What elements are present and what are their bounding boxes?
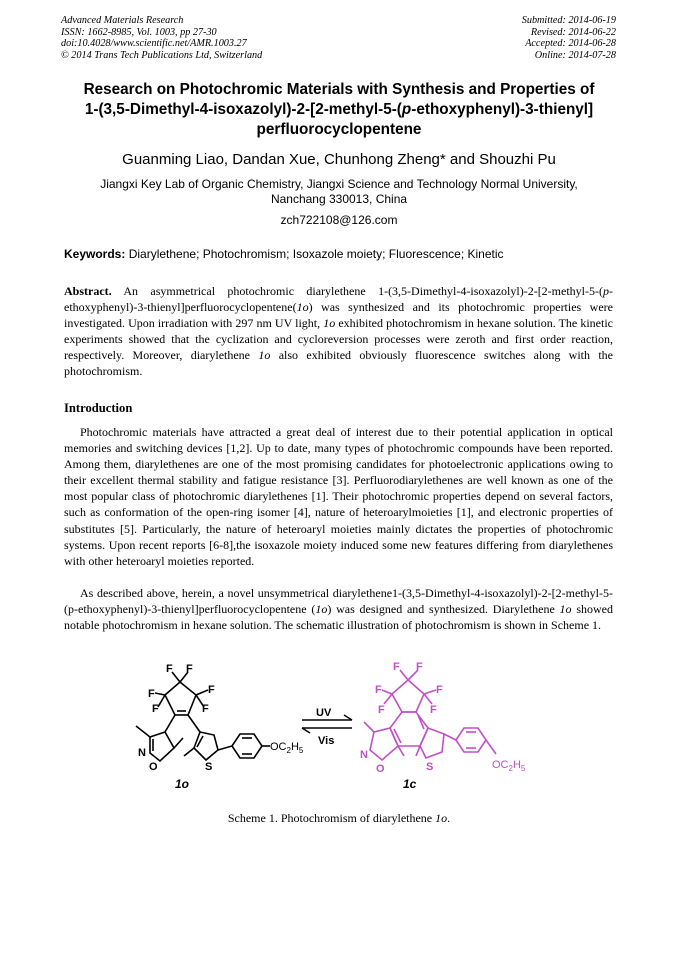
- uv-label: UV: [316, 707, 332, 719]
- open-isomer-atoms: [138, 663, 304, 791]
- introduction-paragraph-2: [64, 585, 613, 633]
- atom-f: F: [378, 704, 385, 716]
- caption-text: Scheme 1. Photochromism of diarylethene: [227, 811, 436, 825]
- intro2-text-a: As described above, herein, a novel unsymmetrical diarylethene1-(3,5-Dimethyl-4-isoxazolyl)-2-[2-methyl-5-(p-ethoxyphenyl)-3-thienyl]perfluorocyclopentene (: [64, 586, 613, 617]
- compound-ref: 1o: [296, 300, 309, 315]
- atom-f: F: [393, 661, 400, 673]
- title-line-1: Research on Photochromic Materials with Synthesis and Properties of: [83, 81, 595, 98]
- atom-s: S: [426, 761, 434, 773]
- date-revised: Revised: 2014-06-22: [530, 26, 616, 38]
- title-line-2a: 1-(3,5-Dimethyl-4-isoxazolyl)-2-[2-methyl-5-(: [84, 101, 402, 118]
- atom-o: O: [149, 761, 158, 773]
- abstract-text-1: An asymmetrical photochromic diarylethene 1-(3,5-Dimethyl-4-isoxazolyl)-2-[2-methyl-5-(: [111, 284, 603, 298]
- introduction-heading: Introduction: [64, 401, 133, 415]
- atom-f: F: [208, 684, 215, 696]
- compound-ref: 1o: [559, 602, 572, 617]
- title-line-2: [50, 100, 628, 120]
- open-isomer-structure: [136, 672, 270, 761]
- keywords-label: Keywords:: [64, 247, 126, 261]
- keywords: [64, 247, 614, 261]
- intro2-text-b: ) was designed and synthesized. Diarylethene: [327, 602, 560, 617]
- affiliation: [70, 177, 608, 207]
- journal-issn: ISSN: 1662-8985, Vol. 1003, pp 27-30: [61, 26, 217, 38]
- introduction-paragraph-1: Photochromic materials have attracted a great deal of interest due to their potential application in optical memories and switching devices [1,2]. Up to date, many types of photochromic compounds have been reported. Among them, diarylethenes are one of the most promising candidates for photoelectronic applications owing to their excellent thermal stability and fatigue resistance [3]. Perfluorodiarylethenes are well known as one of the most popular class of photochromic diarylethenes [1]. Their photochromic properties depend on several factors, such as conformation of the open-ring isomer [4], nature of heteroarylmoieties [1], and electronic properties of substitutes [5]. Particularly, the nature of heteroaryl moieties mainly dictates the properties of photochromic systems. Upon recent reports [6-8],the isoxazole moiety induced some new features differing from diarylethenes with other heteroaryl moieties reported.: [64, 425, 613, 568]
- affiliation-line-1: Jiangxi Key Lab of Organic Chemistry, Jiangxi Science and Technology Normal University,: [100, 177, 578, 191]
- atom-s: S: [205, 761, 213, 773]
- keywords-text: Diarylethene; Photochromism; Isoxazole moiety; Fluorescence; Kinetic: [125, 247, 504, 261]
- atom-f: F: [152, 703, 159, 715]
- label-closed-isomer: 1c: [403, 777, 417, 791]
- label-open-isomer: 1o: [175, 777, 190, 791]
- journal-name: Advanced Materials Research: [61, 15, 184, 26]
- abstract-text-4: exhibited photochromism in hexane solution. The kinetic experiments showed that the cyclization and cycloreversion processes were zeroth and first order reaction, respectively. Moreover, diarylethene: [64, 316, 614, 363]
- abstract: [64, 283, 613, 380]
- scheme-caption: [50, 811, 628, 826]
- intro2-text-c: showed notable photochromism in hexane solution. The schematic illustration of photochromism is shown in Scheme 1.: [64, 602, 613, 633]
- dates-info: [522, 15, 616, 61]
- date-submitted: Submitted: 2014-06-19: [521, 15, 616, 26]
- atom-f: F: [430, 704, 437, 716]
- compound-ref: 1o: [323, 316, 336, 331]
- vis-label: Vis: [318, 735, 335, 747]
- abstract-text-2: -ethoxyphenyl)-3-thienyl]perfluorocyclopentene(: [64, 284, 613, 315]
- abstract-label: Abstract.: [64, 284, 112, 298]
- atom-o: O: [376, 763, 385, 775]
- authors: Guanming Liao, Dandan Xue, Chunhong Zheng* and Shouzhi Pu: [122, 151, 556, 168]
- scheme-1-figure: [120, 660, 560, 810]
- affiliation-line-2: Nanchang 330013, China: [270, 192, 408, 206]
- atom-n: N: [360, 749, 368, 761]
- journal-copyright: © 2014 Trans Tech Publications Ltd, Switzerland: [61, 49, 263, 61]
- substituent-ethoxy: $OC_2H_5$: [270, 741, 304, 755]
- journal-info: [61, 15, 262, 61]
- caption-end: .: [447, 811, 451, 825]
- substituent-ethoxy: $OC_2H_5$: [492, 759, 526, 773]
- atom-f: F: [202, 703, 209, 715]
- date-online: Online: 2014-07-28: [534, 49, 616, 61]
- abstract-text-3: ) was synthesized and its photochromic properties were investigated. Upon irradiation with 297 nm UV light,: [64, 300, 613, 331]
- email-link[interactable]: zch722108@126.com: [280, 213, 398, 227]
- atom-f: F: [148, 688, 155, 700]
- title-line-3: perfluorocyclopentene: [256, 121, 422, 138]
- abstract-para: p: [603, 284, 609, 298]
- journal-doi[interactable]: doi:10.4028/www.scientific.net/AMR.1003.27: [61, 38, 247, 50]
- atom-f: F: [166, 663, 173, 675]
- abstract-text-5: also exhibited obviously fluorescence switches along with the photochromism.: [64, 348, 613, 379]
- paper-title: [50, 80, 628, 140]
- date-accepted: Accepted: 2014-06-28: [525, 38, 616, 50]
- compound-ref: 1o: [315, 602, 328, 617]
- compound-ref: 1o: [435, 811, 448, 825]
- title-para: p: [401, 101, 412, 118]
- atom-f: F: [436, 684, 443, 696]
- atom-f: F: [186, 663, 193, 675]
- title-line-2b: -ethoxyphenyl)-3-thienyl]: [411, 101, 594, 118]
- atom-f: F: [416, 661, 423, 673]
- compound-ref: 1o: [258, 348, 271, 363]
- atom-n: N: [138, 747, 146, 759]
- atom-f: F: [375, 684, 382, 696]
